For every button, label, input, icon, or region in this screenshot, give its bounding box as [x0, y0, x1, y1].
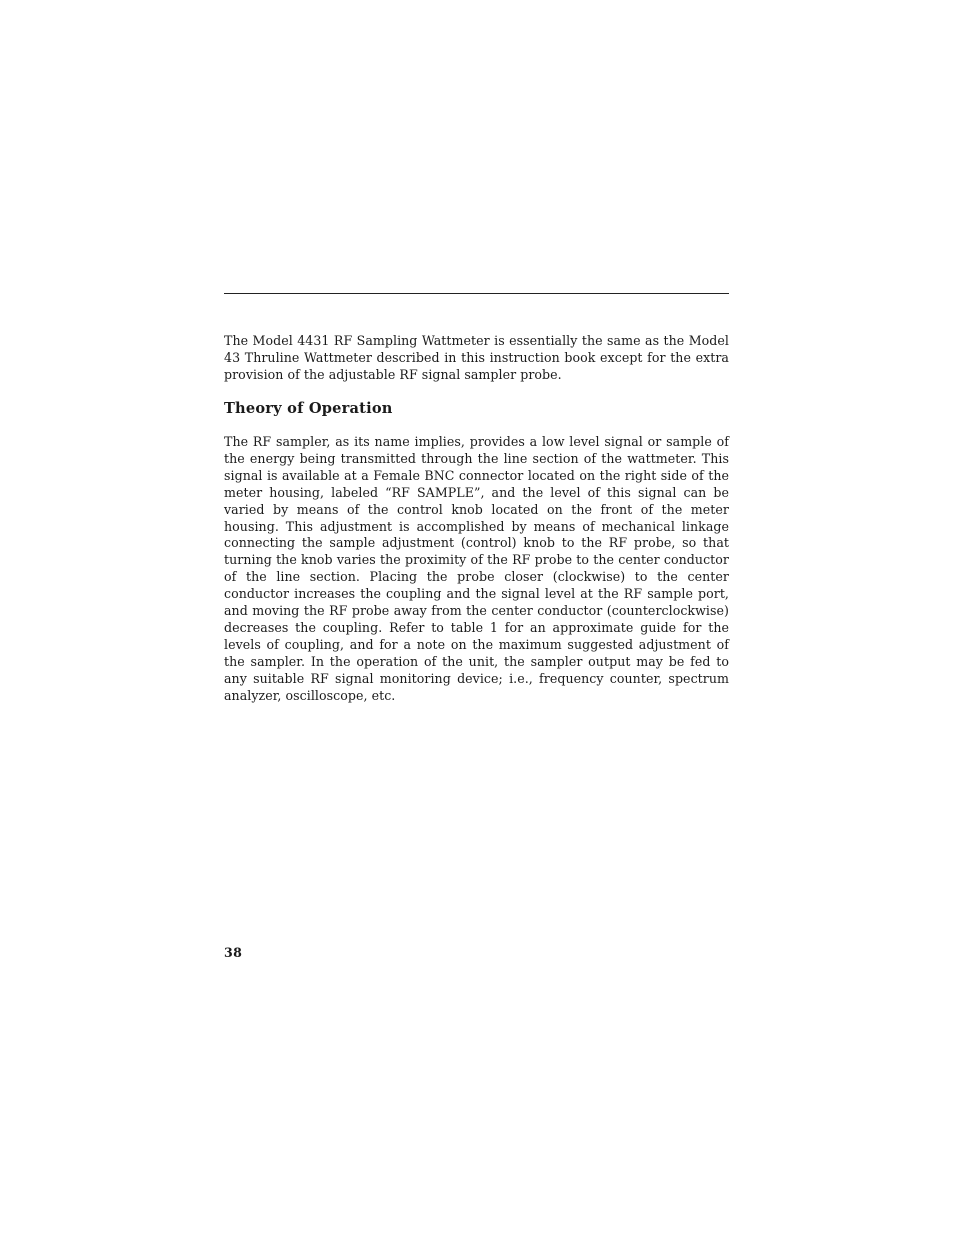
theory-paragraph: The RF sampler, as its name implies, provides a low level signal or sample of the energy being transmitted through the line section of the wattmeter. This signal is available at a Female BNC connector located on the right side of the meter housing, labeled “RF SAMPLE”, and the level of this signal can be varied by means of the control knob located on the front of the meter housing. This adjustment is accomplished by means of mechanical linkage connecting the sample adjustment (control) knob to the RF probe, so that turning the knob varies the proximity of the RF probe to the center conductor of the line section. Placing the probe closer (clockwise) to the center conductor increases the coupling and the signal level at the RF sample port, and moving the RF probe away from the center conductor (counterclockwise) decreases the coupling. Refer to table 1 for an approximate guide for the levels of coupling, and for a note on the maximum suggested adjustment of the sampler. In the operation of the unit, the sampler output may be fed to any suitable RF signal monitoring device; i.e., frequency counter, spectrum analyzer, oscilloscope, etc.	[224, 434, 729, 703]
section-heading: Theory of Operation	[224, 400, 393, 417]
intro-section	[224, 333, 729, 384]
header-rule	[224, 293, 729, 294]
page-number: 38	[224, 945, 243, 960]
theory-section	[224, 434, 729, 705]
intro-paragraph: The Model 4431 RF Sampling Wattmeter is essentially the same as the Model 43 Thruline Wattmeter described in this instruction book except for the extra provision of the adjustable RF signal sampler probe.	[224, 333, 729, 382]
